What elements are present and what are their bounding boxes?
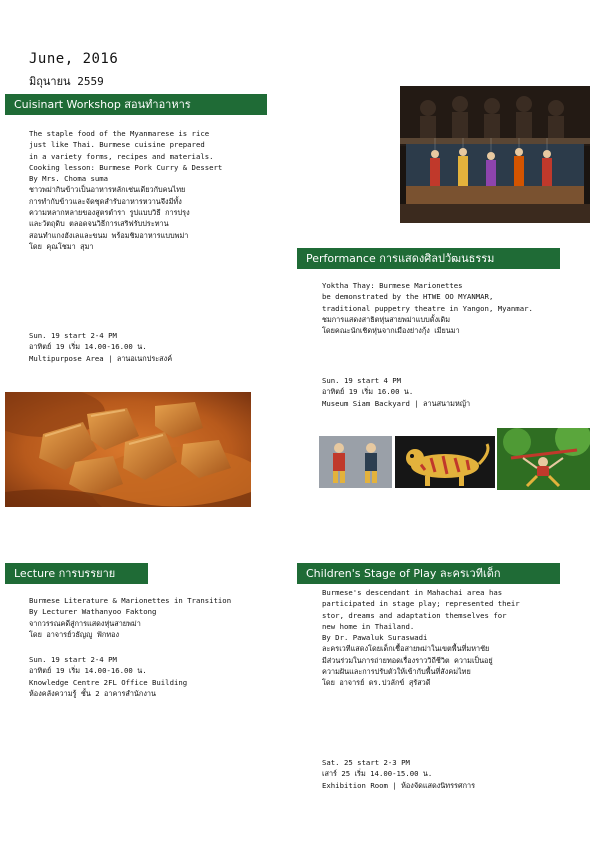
lecture-section-header: Lecture การบรรยาย xyxy=(5,563,148,584)
text-line: การทำกับข้าวและจัดชุดสำรับอาหารหวานจึงมีทั้ง xyxy=(29,196,182,206)
marionette-stage-photo xyxy=(400,86,590,223)
event-time-en: Sun. 19 start 4 PM xyxy=(322,376,402,385)
text-line: มีส่วนร่วมในการถ่ายทอดเรื่องราววิถีชีวิต ความเป็นอยู่ xyxy=(322,655,493,665)
event-location: Museum Siam Backyard | ลานสนามหญ้า xyxy=(322,398,471,408)
event-location: Multipurpose Area | ลานอเนกประสงค์ xyxy=(29,353,173,363)
text-line: just like Thai. Burmese cuisine prepared xyxy=(29,140,205,150)
text-line: โดย อาจารย์ ดร.ปวลักข์ สุรัสวดี xyxy=(322,678,431,688)
text-line: ชมการแสดงสาธิตหุ่นสายพม่าแบบดั้งเดิม xyxy=(322,314,451,324)
performance-section-header: Performance การแสดงศิลปวัฒนธรรม xyxy=(297,248,560,269)
text-line: ชาวพม่ากินข้าวเป็นอาหารหลักเช่นเดียวกับคนไทย xyxy=(29,185,186,195)
text-line: The staple food of the Myanmarese is rice xyxy=(29,129,210,138)
lecture-description xyxy=(29,595,231,640)
text-line: โดย อาจารย์วธัญญู ฟักทอง xyxy=(29,629,120,639)
text-line: ละครเวทีแสดงโดยเด็กเชื้อสายพม่าในเขตพื้นที่มหาชัย xyxy=(322,644,490,654)
text-line: โดย คุณโชมา สุมา xyxy=(29,241,94,251)
text-line: Cooking lesson: Burmese Pork Curry & Dessert xyxy=(29,162,223,172)
children-description xyxy=(322,587,520,689)
date-thai: มิถุนายน 2559 xyxy=(29,75,104,88)
date-english: June, 2016 xyxy=(29,51,119,67)
text-line: By Mrs. Choma suma xyxy=(29,174,109,184)
text-line: Yoktha Thay: Burmese Marionettes xyxy=(322,281,463,290)
event-location: Exhibition Room | ห้องจัดแสดงนิทรรศการ xyxy=(322,780,476,790)
marionette-pair-photo xyxy=(319,436,392,488)
event-time-th: เสาร์ 25 เริ่ม 14.00-15.00 น. xyxy=(322,769,433,779)
text-line: Burmese's descendant in Mahachai area has xyxy=(322,588,503,597)
text-line: in a variety forms, recipes and materials. xyxy=(29,151,214,161)
marionette-acrobat-photo xyxy=(497,428,590,490)
text-line: จากวรรณคดีสู่การแสดงหุ่นสายพม่า xyxy=(29,618,141,628)
text-line: สอนทำแกงฮังเลและขนม พร้อมชิมอาหารแบบพม่า xyxy=(29,230,189,240)
cuisinart-schedule xyxy=(29,330,172,364)
event-time-th: อาทิตย์ 19 เริ่ม 14.00-16.00 น. xyxy=(29,342,147,352)
cuisinart-description xyxy=(29,128,222,252)
event-time-th: อาทิตย์ 19 เริ่ม 14.00-16.00 น. xyxy=(29,666,147,676)
performance-schedule xyxy=(322,375,470,409)
text-line: By Lecturer Wathanyoo Faktong xyxy=(29,607,157,617)
text-line: new home in Thailand. xyxy=(322,621,415,631)
children-schedule xyxy=(322,757,475,791)
text-line: By Dr. Pawaluk Suraswadi xyxy=(322,633,428,643)
text-line: ความหลากหลายของสูตรตำรา รูปแบบวิธี การปรุง xyxy=(29,208,190,218)
text-line: be demonstrated by the HTWE OO MYANMAR, xyxy=(322,292,494,302)
event-time-en: Sun. 19 start 2-4 PM xyxy=(29,655,117,664)
text-line: และวัตถุดิบ ตลอดจนวิธีการเสริฟรับประทาน xyxy=(29,219,169,229)
event-time-en: Sat. 25 start 2-3 PM xyxy=(322,758,410,767)
event-location: Knowledge Centre 2FL Office Building xyxy=(29,677,188,687)
text-line: Burmese Literature & Marionettes in Transition xyxy=(29,596,232,605)
event-location-th: ห้องคลังความรู้ ชั้น 2 อาคารสำนักงาน xyxy=(29,688,156,698)
marionette-tiger-photo xyxy=(395,436,495,488)
text-line: ความฝันและการปรับตัวให้เข้ากับพื้นที่สังคมไทย xyxy=(322,667,471,677)
event-time-th: อาทิตย์ 19 เริ่ม 16.00 น. xyxy=(322,387,414,397)
text-line: stor, dreams and adaptation themselves for xyxy=(322,610,507,620)
text-line: โดยคณะนักเชิดหุ่นจากเมืองย่างกุ้ง เมียนมา xyxy=(322,326,460,336)
text-line: traditional puppetry theatre in Yangon, Myanmar. xyxy=(322,303,533,313)
text-line: participated in stage play; represented their xyxy=(322,599,520,609)
pork-curry-photo xyxy=(5,392,251,507)
lecture-schedule xyxy=(29,654,187,699)
event-time-en: Sun. 19 start 2-4 PM xyxy=(29,331,117,340)
cuisinart-section-header: Cuisinart Workshop สอนทำอาหาร xyxy=(5,94,267,115)
performance-description xyxy=(322,280,533,336)
children-section-header: Children's Stage of Play ละครเวทีเด็ก xyxy=(297,563,560,584)
